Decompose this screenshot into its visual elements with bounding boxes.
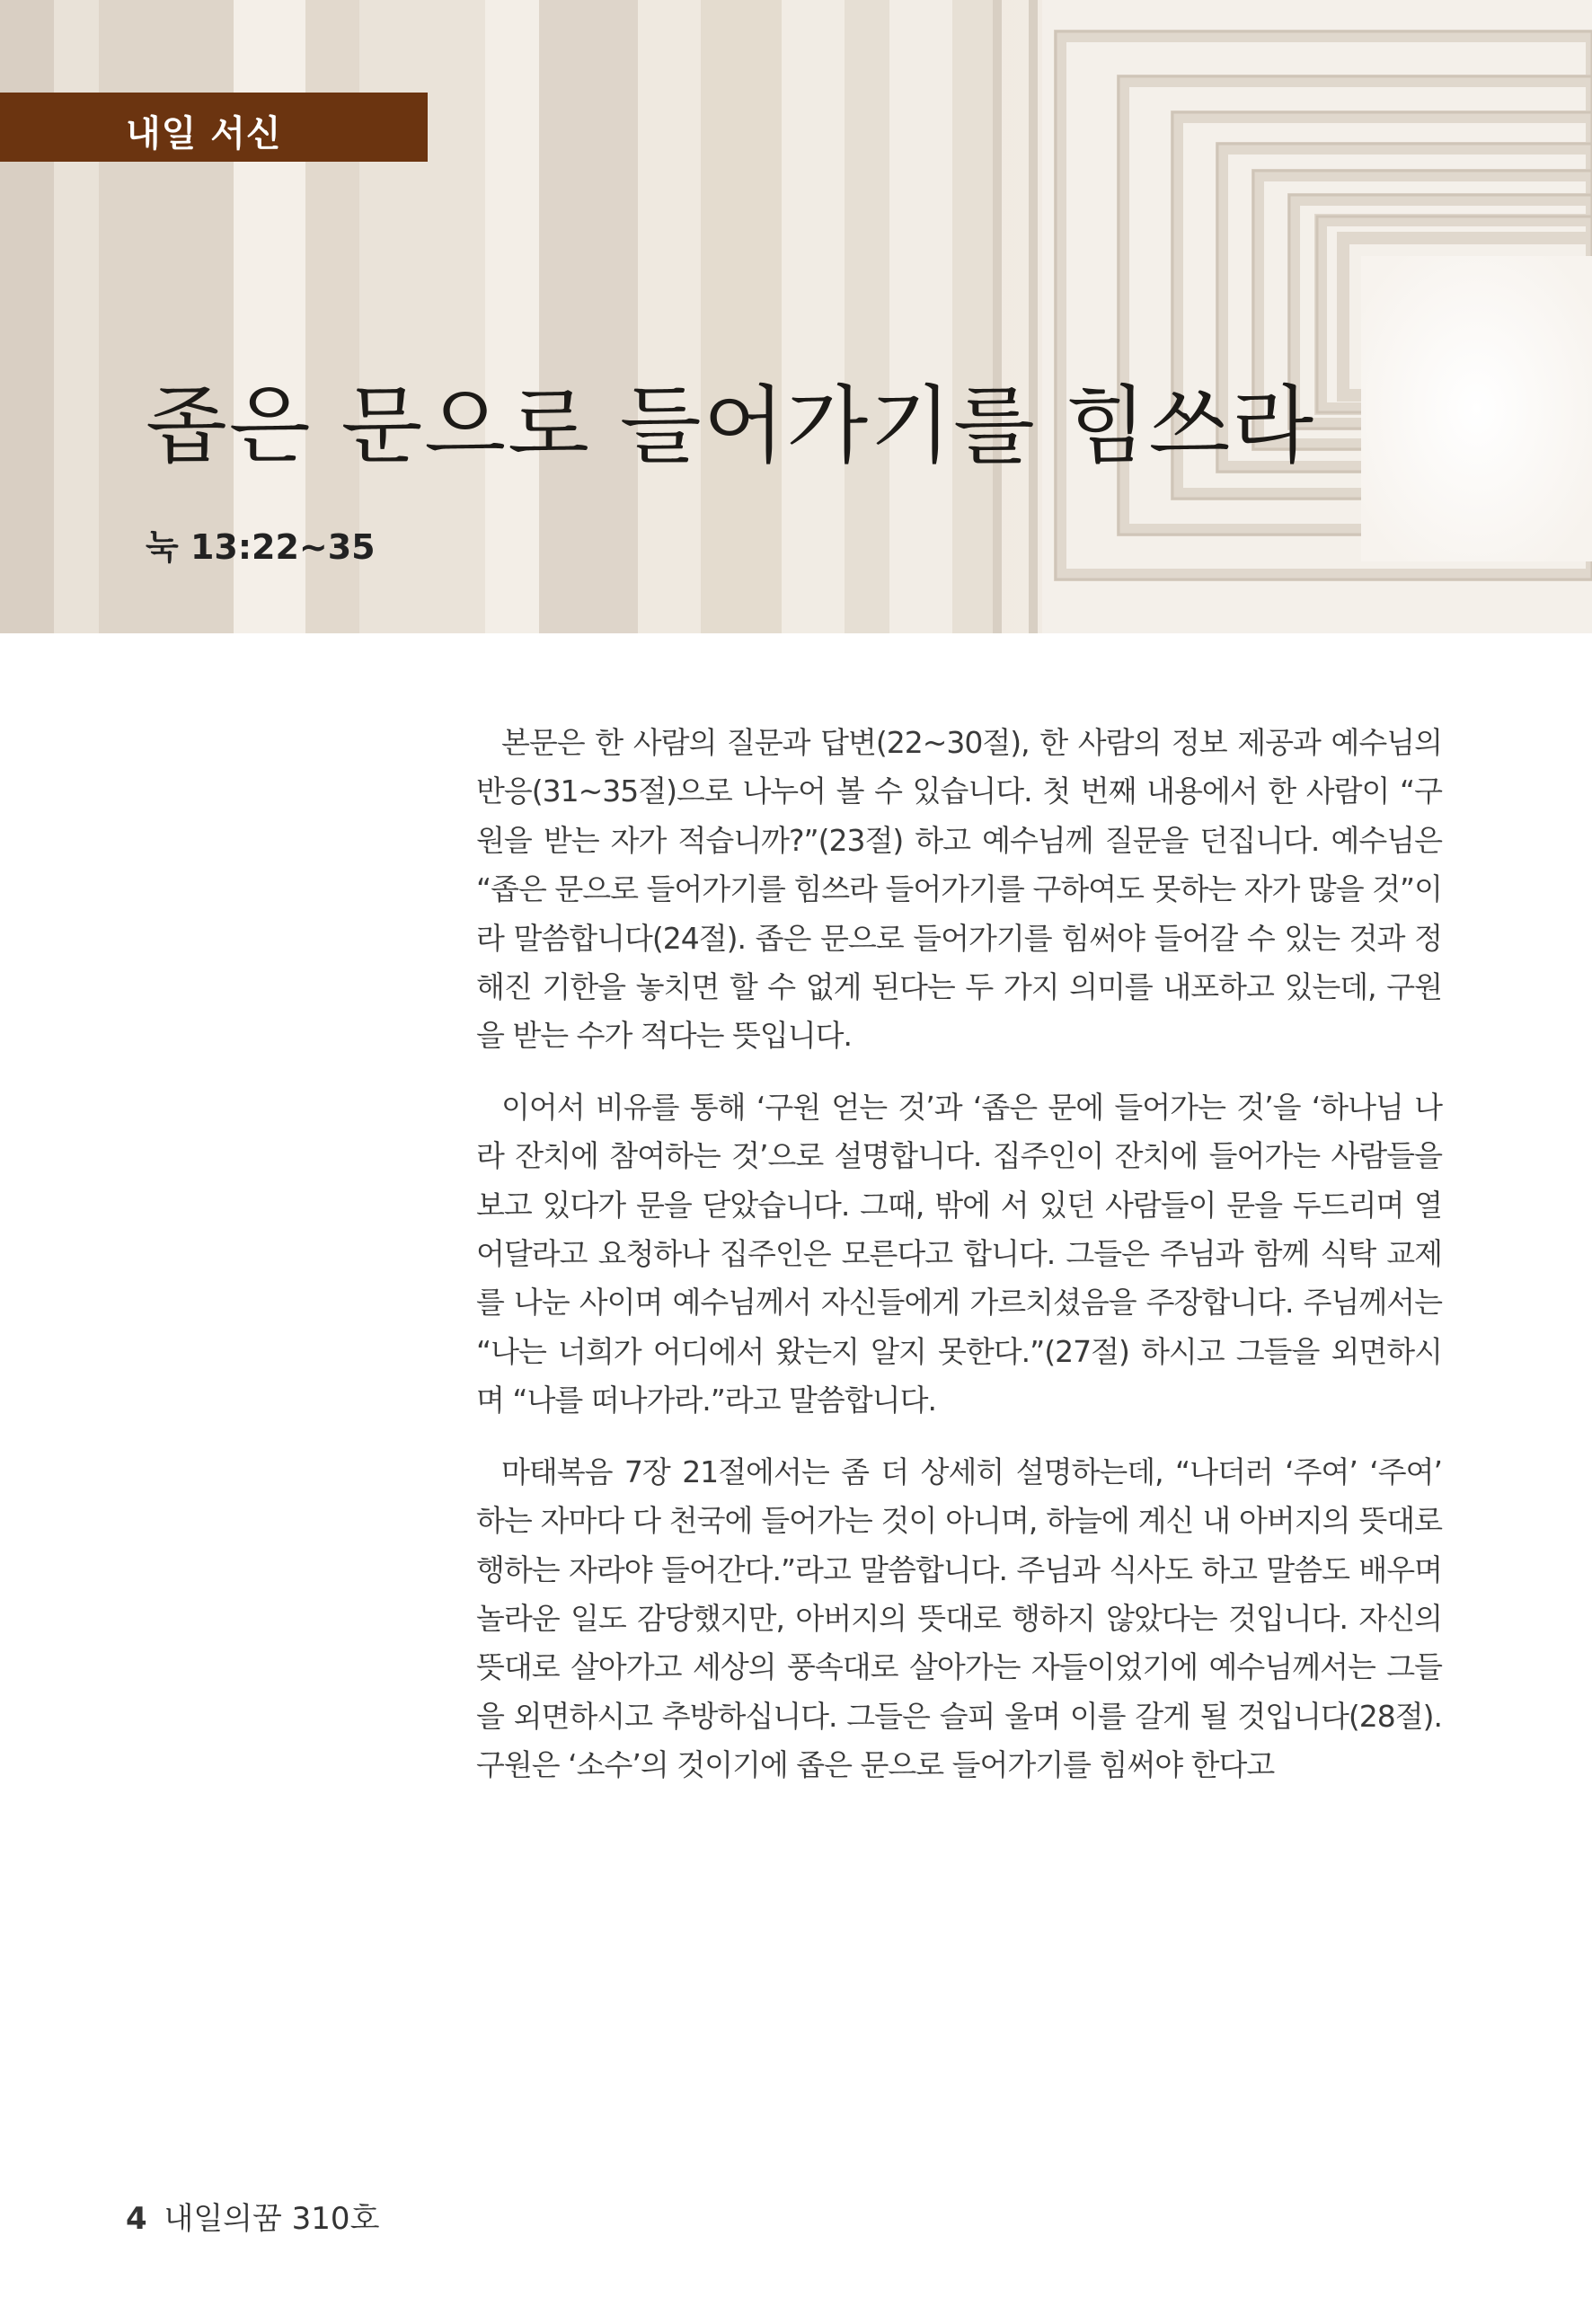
paragraph: 이어서 비유를 통해 ‘구원 얻는 것’과 ‘좁은 문에 들어가는 것’을 ‘하나님 나라 잔치에 참여하는 것’으로 설명합니다. 집주인이 잔치에 들어가는 사람들을 보고 있다가 문을 닫았습니다. 그때, 밖에 서 있던 사람들이 문을 두드리며 열어달라고 요청하나 집주인은 모른다고 합니다. 그들은 주님과 함께 식탁 교제를 나눈 사이며 예수님께서 자신들에게 가르치셨음을 주장합니다. 주님께서는 “나는 너희가 어디에서 왔는지 알지 못한다.”(27절) 하시고 그들을 외면하시며 “나를 떠나가라.”라고 말씀합니다.	[476, 1089, 1442, 1418]
scripture-reference: 눅 13:22~35	[146, 527, 376, 567]
page-number: 4	[126, 2201, 147, 2237]
paragraph: 본문은 한 사람의 질문과 답변(22~30절), 한 사람의 정보 제공과 예수님의 반응(31~35절)으로 나누어 볼 수 있습니다. 첫 번째 내용에서 한 사람이 “구원을 받는 자가 적습니까?”(23절) 하고 예수님께 질문을 던집니다. 예수님은 “좁은 문으로 들어가기를 힘쓰라 들어가기를 구하여도 못하는 자가 많을 것”이라 말씀합니다(24절). 좁은 문으로 들어가기를 힘써야 들어갈 수 있는 것과 정해진 기한을 놓치면 할 수 없게 된다는 두 가지 의미를 내포하고 있는데, 구원을 받는 수가 적다는 뜻입니다.	[476, 725, 1442, 1054]
header-hero	[0, 0, 1592, 633]
article-body	[476, 719, 1442, 1813]
section-tag	[0, 93, 428, 162]
page-title: 좁은 문으로 들어가기를 힘쓰라	[146, 377, 1316, 475]
page-footer	[126, 2194, 379, 2238]
publication-name: 내일의꿈 310호	[164, 2201, 380, 2237]
paragraph: 마태복음 7장 21절에서는 좀 더 상세히 설명하는데, “나더러 ‘주여’ ‘주여’ 하는 자마다 다 천국에 들어가는 것이 아니며, 하늘에 계신 내 아버지의 뜻대로 행하는 자라야 들어간다.”라고 말씀합니다. 주님과 식사도 하고 말씀도 배우며 놀라운 일도 감당했지만, 아버지의 뜻대로 행하지 않았다는 것입니다. 자신의 뜻대로 살아가고 세상의 풍속대로 살아가는 자들이었기에 예수님께서는 그들을 외면하시고 추방하십니다. 그들은 슬피 울며 이를 갈게 될 것입니다(28절). 구원은 ‘소수’의 것이기에 좁은 문으로 들어가기를 힘써야 한다고	[476, 1454, 1442, 1783]
section-tag-label: 내일 서신	[126, 113, 282, 155]
